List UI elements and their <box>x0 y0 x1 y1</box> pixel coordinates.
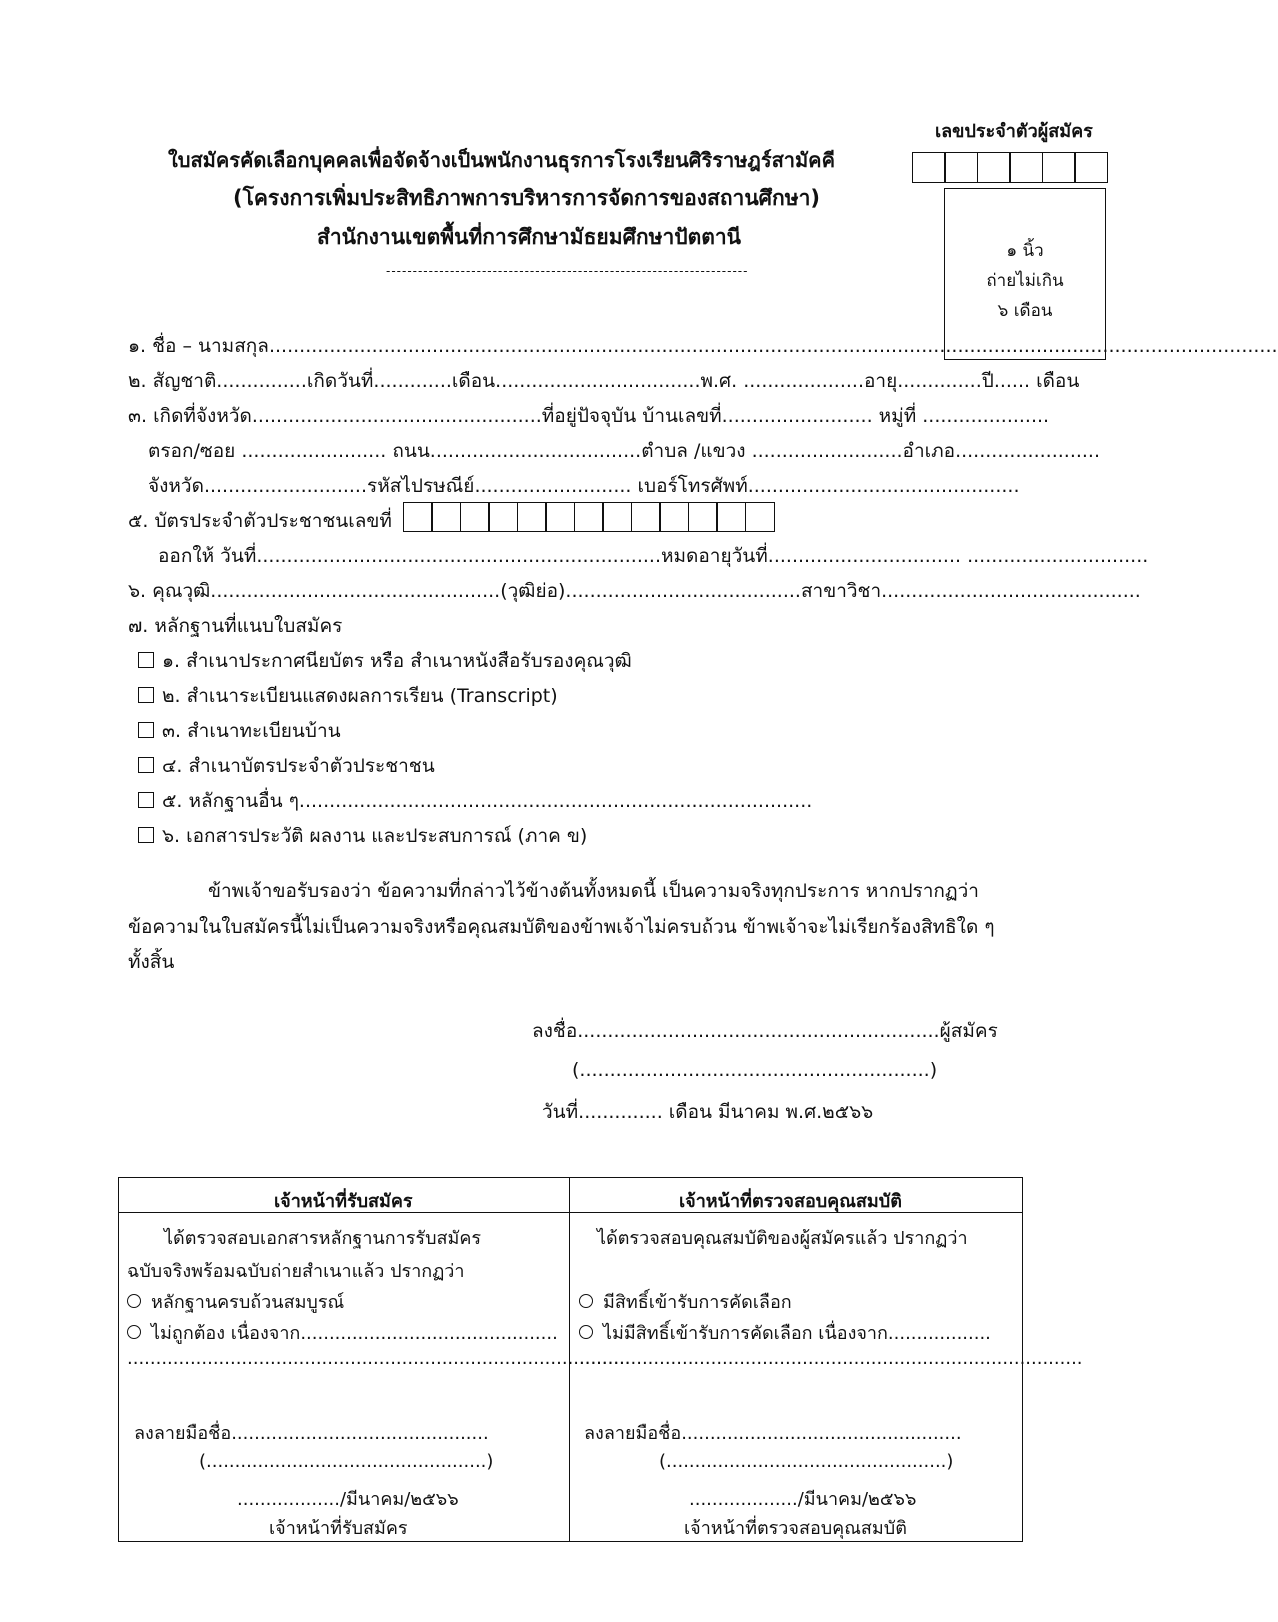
inspector-name[interactable]: (.................................................) <box>659 1451 954 1472</box>
id-card-box[interactable] <box>631 502 661 532</box>
applicant-signature[interactable]: ลงชื่อ............................................................ผู้สมัคร <box>532 1020 998 1042</box>
id-box[interactable] <box>1042 152 1076 183</box>
id-box[interactable] <box>1074 152 1108 183</box>
nationality-field[interactable]: ๒. สัญชาติ...............เกิดวันที่.............เดือน..................................พ.ศ. ....................อายุ..............ปี...... เดือน <box>128 370 1080 392</box>
declaration-line-3: ทั้งสิ้น <box>128 951 175 973</box>
receiver-text-2: ฉบับจริงพร้อมฉบับถ่ายสำเนาแล้ว ปรากฏว่า <box>127 1261 465 1282</box>
photo-size: ๑ นิ้ว <box>1006 241 1044 261</box>
checkbox[interactable] <box>138 757 154 773</box>
doc-item-5[interactable] <box>138 792 812 811</box>
id-card-boxes[interactable] <box>404 502 775 532</box>
checkbox[interactable] <box>138 722 154 738</box>
option-label: หลักฐานครบถ้วนสมบูรณ์ <box>151 1292 345 1313</box>
id-card-box[interactable] <box>460 502 490 532</box>
photo-age: ๖ เดือน <box>997 301 1053 321</box>
id-card-box[interactable] <box>517 502 547 532</box>
id-box[interactable] <box>912 152 946 183</box>
inspector-text-1: ได้ตรวจสอบคุณสมบัติของผู้สมัครแล้ว ปรากฏว่า <box>597 1228 968 1249</box>
issue-expiry-field[interactable]: ออกให้ วันที่...................................................................หมดอายุวันที่................................ .............................. <box>158 545 1149 567</box>
id-card-box[interactable] <box>745 502 775 532</box>
option-label: ไม่มีสิทธิ์เข้ารับการคัดเลือก เนื่องจาก.................. <box>603 1323 991 1344</box>
radio-icon[interactable] <box>127 1294 141 1308</box>
address-line-field[interactable]: ตรอก/ซอย ........................ ถนน...................................ตำบล /แขวง .........................อำเภอ........................ <box>148 440 1101 462</box>
doc-item-2[interactable] <box>138 687 558 706</box>
checkbox[interactable] <box>138 827 154 843</box>
applicant-name[interactable]: (..........................................................) <box>572 1059 938 1081</box>
id-box[interactable] <box>944 152 978 183</box>
id-card-box[interactable] <box>688 502 718 532</box>
doc-item-4[interactable] <box>138 757 435 776</box>
doc-item-6[interactable] <box>138 827 587 846</box>
receiver-name[interactable]: (.................................................) <box>199 1451 494 1472</box>
inspector-role: เจ้าหน้าที่ตรวจสอบคุณสมบัติ <box>684 1518 907 1539</box>
doc-label: ๖. เอกสารประวัติ ผลงาน และประสบการณ์ (ภาค ข) <box>162 825 588 847</box>
option-label: มีสิทธิ์เข้ารับการคัดเลือก <box>603 1292 792 1313</box>
id-card-box[interactable] <box>431 502 461 532</box>
radio-icon[interactable] <box>127 1325 141 1339</box>
title-divider: -------------------------------------------------------------------- <box>386 264 749 278</box>
checkbox[interactable] <box>138 652 154 668</box>
province-field[interactable]: จังหวัด...........................รหัสไปรษณีย์.......................... เบอร์โทรศัพท์............................................. <box>148 475 1020 497</box>
option-label: ไม่ถูกต้อง เนื่องจาก............................................. <box>151 1323 558 1344</box>
inspector-dots[interactable]: ........................................................................................ <box>579 1348 1083 1369</box>
doc-label: ๕. หลักฐานอื่น ๆ..................................................................................... <box>162 790 813 812</box>
form-office: สำนักงานเขตพื้นที่การศึกษามัธยมศึกษาปัตตานี <box>317 225 741 249</box>
form-title: ใบสมัครคัดเลือกบุคคลเพื่อจัดจ้างเป็นพนักงานธุรการโรงเรียนศิริราษฎร์สามัคคี <box>168 148 835 172</box>
doc-label: ๔. สำเนาบัตรประจำตัวประชาชน <box>162 755 435 777</box>
checkbox[interactable] <box>138 687 154 703</box>
id-card-box[interactable] <box>545 502 575 532</box>
receiver-option-1[interactable] <box>127 1287 344 1316</box>
inspector-header: เจ้าหน้าที่ตรวจสอบคุณสมบัติ <box>679 1191 902 1212</box>
staff-table <box>118 1177 1083 1542</box>
doc-label: ๑. สำเนาประกาศนียบัตร หรือ สำเนาหนังสือรับรองคุณวุฒิ <box>162 650 632 672</box>
id-card-box[interactable] <box>403 502 433 532</box>
doc-item-1[interactable] <box>138 652 632 671</box>
radio-icon[interactable] <box>579 1294 593 1308</box>
id-card-box[interactable] <box>574 502 604 532</box>
inspector-date[interactable]: .................../มีนาคม/๒๕๖๖ <box>689 1489 917 1510</box>
receiver-signature[interactable]: ลงลายมือชื่อ............................................. <box>134 1423 489 1444</box>
receiver-option-2[interactable] <box>127 1318 558 1347</box>
receiver-header: เจ้าหน้าที่รับสมัคร <box>274 1191 413 1212</box>
applicant-id-label: เลขประจำตัวผู้สมัคร <box>935 121 1093 142</box>
id-card-box[interactable] <box>659 502 689 532</box>
declaration-line-1: ข้าพเจ้าขอรับรองว่า ข้อความที่กล่าวไว้ข้างต้นทั้งหมดนี้ เป็นความจริงทุกประการ หากปรากฏว่า <box>208 880 979 902</box>
inspector-signature[interactable]: ลงลายมือชื่อ................................................. <box>584 1423 962 1444</box>
inspector-option-1[interactable] <box>579 1287 792 1316</box>
doc-label: ๓. สำเนาทะเบียนบ้าน <box>162 720 341 742</box>
radio-icon[interactable] <box>579 1325 593 1339</box>
applicant-id-boxes[interactable] <box>913 152 1108 183</box>
id-card-box[interactable] <box>488 502 518 532</box>
id-card-label: ๕. บัตรประจำตัวประชาชนเลขที่ <box>128 510 392 532</box>
doc-label: ๒. สำเนาระเบียนแสดงผลการเรียน (Transcript) <box>162 685 558 707</box>
inspector-option-2[interactable] <box>579 1318 991 1347</box>
id-card-box[interactable] <box>716 502 746 532</box>
id-card-box[interactable] <box>602 502 632 532</box>
photo-note: ถ่ายไม่เกิน <box>986 271 1064 291</box>
application-date[interactable]: วันที่.............. เดือน มีนาคม พ.ศ.๒๕๖๖ <box>542 1101 874 1123</box>
qualification-field[interactable]: ๖. คุณวุฒิ................................................(วุฒิย่อ).......................................สาขาวิชา........................................... <box>128 580 1141 602</box>
form-subtitle: (โครงการเพิ่มประสิทธิภาพการบริหารการจัดการของสถานศึกษา) <box>233 186 820 210</box>
name-field[interactable]: ๑. ชื่อ – นามสกุล....................................................................................................................................................................... <box>128 335 1278 357</box>
id-box[interactable] <box>1009 152 1043 183</box>
receiver-dots[interactable]: ........................................................................................ <box>127 1348 631 1369</box>
id-box[interactable] <box>977 152 1011 183</box>
receiver-date[interactable]: ................../มีนาคม/๒๕๖๖ <box>237 1489 459 1510</box>
attachments-heading: ๗. หลักฐานที่แนบใบสมัคร <box>128 615 343 637</box>
checkbox[interactable] <box>138 792 154 808</box>
receiver-role: เจ้าหน้าที่รับสมัคร <box>269 1518 408 1539</box>
declaration-line-2: ข้อความในใบสมัครนี้ไม่เป็นความจริงหรือคุณสมบัติของข้าพเจ้าไม่ครบถ้วน ข้าพเจ้าจะไม่เรียกร้องสิทธิใด ๆ <box>128 916 995 938</box>
birthplace-field[interactable]: ๓. เกิดที่จังหวัด................................................ที่อยู่ปัจจุบัน บ้านเลขที่......................... หมู่ที่ ..................... <box>128 405 1050 427</box>
receiver-text-1: ได้ตรวจสอบเอกสารหลักฐานการรับสมัคร <box>164 1228 482 1249</box>
doc-item-3[interactable] <box>138 722 341 741</box>
